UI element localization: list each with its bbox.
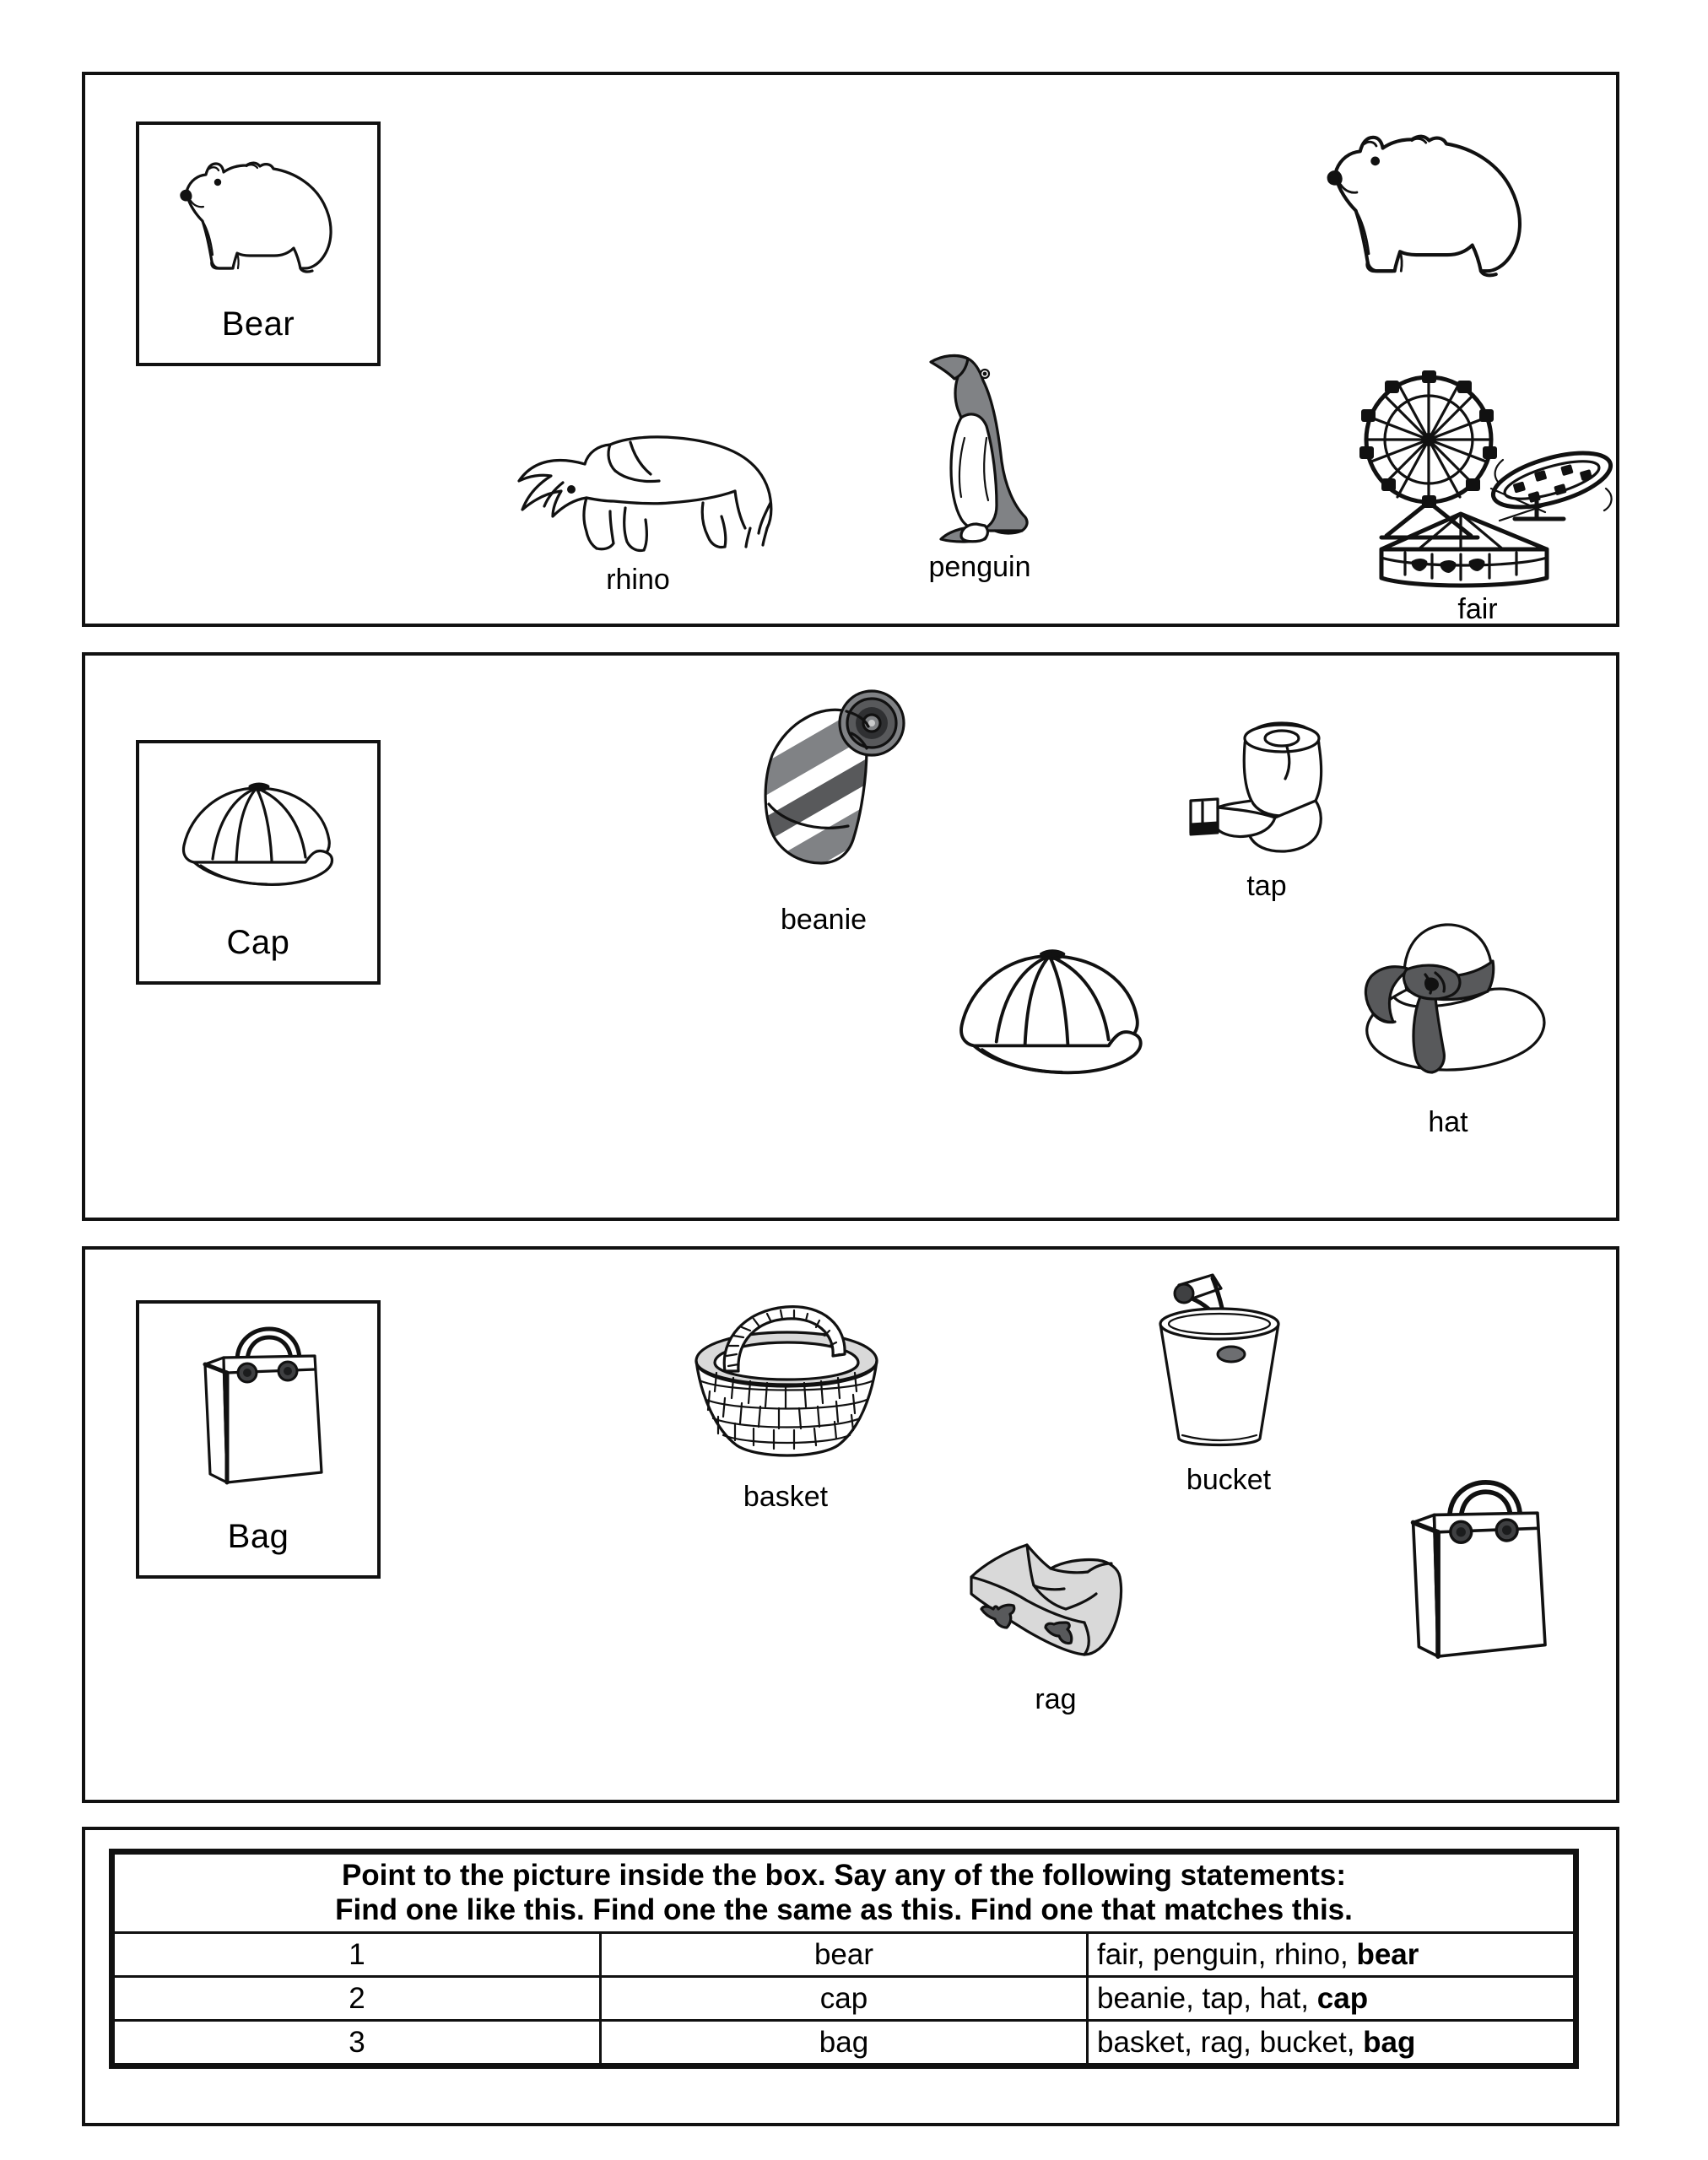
cap-icon: [929, 934, 1174, 1090]
row-options: [1088, 1932, 1575, 1976]
choice-label-rhino: rhino: [606, 564, 670, 596]
choice-hat[interactable]: [1326, 909, 1570, 1137]
bear-icon: [1292, 107, 1562, 301]
choice-label-fair: fair: [1457, 593, 1498, 625]
table-row[interactable]: [114, 1932, 1575, 1976]
row-options: [1088, 1976, 1575, 2020]
instruction-header-row: [114, 1854, 1575, 1933]
instruction-table: [112, 1852, 1576, 2066]
cap-icon: [139, 743, 377, 926]
choice-label-tap: tap: [1246, 870, 1287, 902]
instruction-table-wrap: [109, 1849, 1579, 2069]
choice-label-penguin: penguin: [928, 551, 1031, 583]
hat-icon: [1326, 909, 1570, 1103]
choice-bag-match[interactable]: [1372, 1469, 1575, 1684]
choice-penguin[interactable]: [895, 337, 1064, 581]
instruction-header-cell: [114, 1854, 1575, 1933]
row-key: bear: [601, 1932, 1088, 1976]
choice-beanie[interactable]: [727, 689, 921, 934]
row-options-plain: fair, penguin, rhino,: [1097, 1937, 1357, 1971]
choice-label-hat: hat: [1428, 1106, 1468, 1138]
bear-icon: [139, 125, 377, 307]
bag-icon: [139, 1304, 377, 1520]
rag-icon: [946, 1528, 1165, 1680]
instruction-line-2: Find one like this. Find one the same as this. Find one that matches this.: [335, 1893, 1353, 1927]
instruction-line-1: Point to the picture inside the box. Say any of the following statements:: [341, 1859, 1347, 1892]
beanie-icon: [727, 689, 921, 900]
table-row[interactable]: [114, 2021, 1575, 2065]
panel-cap: [82, 652, 1619, 1221]
choice-label-beanie: beanie: [780, 904, 868, 936]
choice-label-basket: basket: [743, 1481, 829, 1513]
penguin-icon: [895, 337, 1064, 548]
target-box-bear[interactable]: [136, 122, 381, 366]
target-box-cap[interactable]: [136, 740, 381, 985]
panel-instructions: [82, 1827, 1619, 2126]
panel-bear: [82, 72, 1619, 627]
bag-icon: [1372, 1469, 1575, 1684]
choice-cap-match[interactable]: [929, 934, 1174, 1090]
target-box-bag[interactable]: [136, 1300, 381, 1579]
row-number: 3: [114, 2021, 601, 2065]
row-number: 2: [114, 1976, 601, 2020]
rhino-icon: [482, 408, 794, 560]
table-row[interactable]: [114, 1976, 1575, 2020]
panel-bag: [82, 1246, 1619, 1803]
choice-bear-match[interactable]: [1292, 107, 1562, 301]
target-label-bear: Bear: [221, 305, 295, 343]
choice-bucket[interactable]: [1132, 1266, 1326, 1494]
row-options-plain: basket, rag, bucket,: [1097, 2026, 1364, 2060]
row-options-bold: bear: [1356, 1937, 1419, 1971]
row-options-bold: cap: [1316, 1981, 1369, 2015]
tap-icon: [1174, 706, 1359, 867]
choice-basket[interactable]: [676, 1292, 895, 1511]
row-key: cap: [601, 1976, 1088, 2020]
choice-rag[interactable]: [946, 1528, 1165, 1714]
row-options-bold: bag: [1363, 2026, 1416, 2060]
row-key: bag: [601, 2021, 1088, 2065]
row-options: [1088, 2021, 1575, 2065]
choice-rhino[interactable]: [482, 408, 794, 594]
bucket-icon: [1132, 1266, 1326, 1461]
choice-fair[interactable]: [1334, 362, 1621, 624]
target-label-cap: Cap: [226, 924, 290, 961]
choice-label-rag: rag: [1035, 1683, 1077, 1715]
target-label-bag: Bag: [227, 1518, 289, 1555]
choice-label-bucket: bucket: [1186, 1464, 1272, 1496]
row-options-plain: beanie, tap, hat,: [1097, 1981, 1317, 2015]
row-number: 1: [114, 1932, 601, 1976]
choice-tap[interactable]: [1174, 706, 1359, 900]
fair-icon: [1334, 362, 1621, 590]
basket-icon: [676, 1292, 895, 1477]
